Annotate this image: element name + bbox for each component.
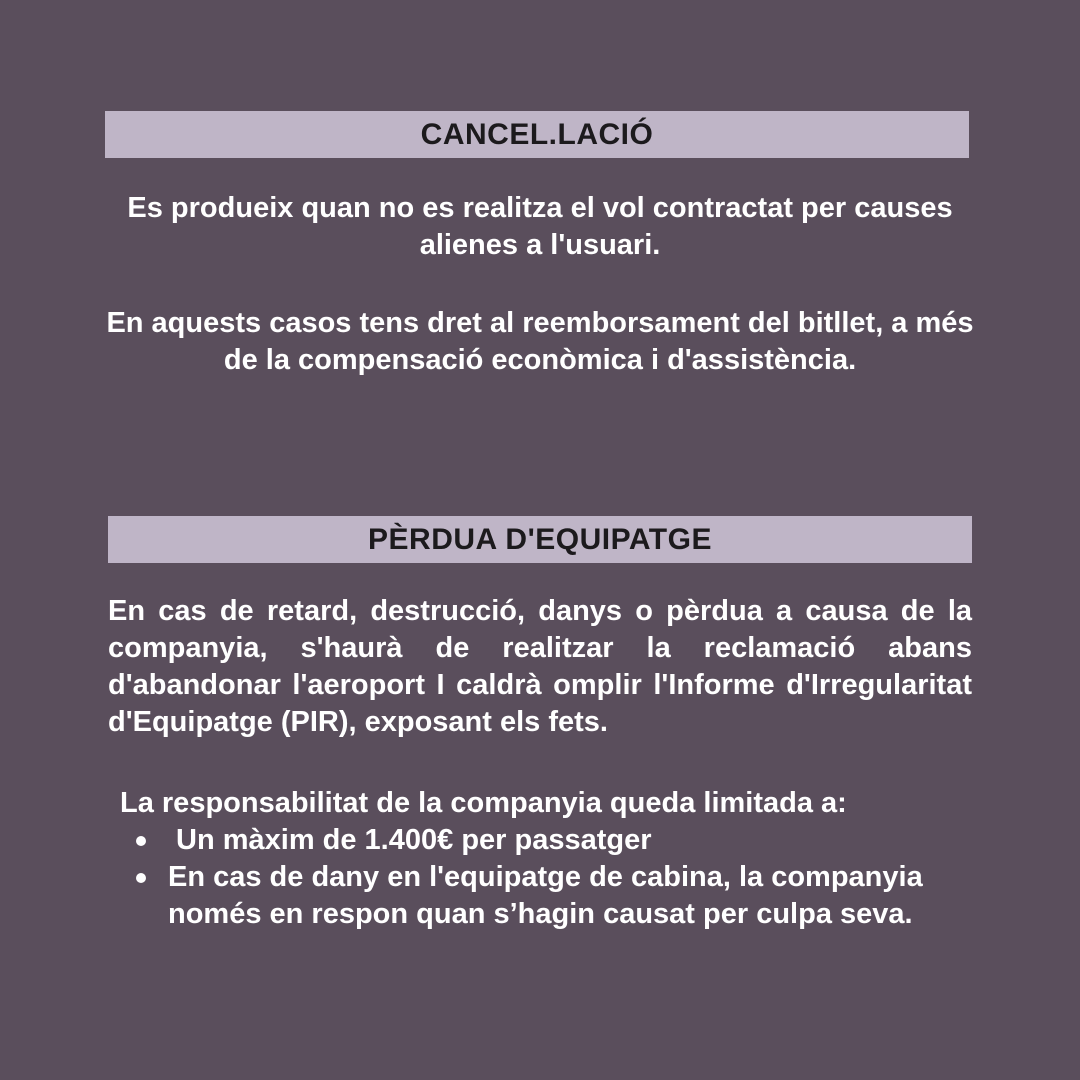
cancellation-definition: Es produeix quan no es realitza el vol contractat per causes alienes a l'usuari. xyxy=(127,192,953,261)
list-item xyxy=(136,822,966,859)
section-heading-text: CANCEL.LACIÓ xyxy=(420,117,654,151)
bullet-dot-icon xyxy=(136,836,146,846)
list-item-text: En cas de dany en l'equipatge de cabina, la companyia només en respon quan s’hagin causat per culpa seva. xyxy=(168,861,923,930)
lost-luggage-procedure: En cas de retard, destrucció, danys o pèrdua a causa de la companyia, s'haurà de realitzar la reclamació abans d'abandonar l'aeroport I caldrà omplir l'Informe d'Irregularitat d'Equipatge (PIR), exposant els fets. xyxy=(108,595,972,738)
liability-list xyxy=(136,822,966,933)
cancellation-rights: En aquests casos tens dret al reemborsament del bitllet, a més de la compensació econòmica i d'assistència. xyxy=(106,307,974,376)
liability-intro: La responsabilitat de la companyia queda limitada a: xyxy=(120,787,847,819)
list-item-text: Un màxim de 1.400€ per passatger xyxy=(176,824,652,856)
section-heading-lost-luggage xyxy=(108,516,972,563)
section-heading-cancellation xyxy=(105,111,969,158)
section-heading-text: PÈRDUA D'EQUIPATGE xyxy=(368,522,712,556)
bullet-dot-icon xyxy=(136,873,146,883)
list-item xyxy=(136,859,966,933)
